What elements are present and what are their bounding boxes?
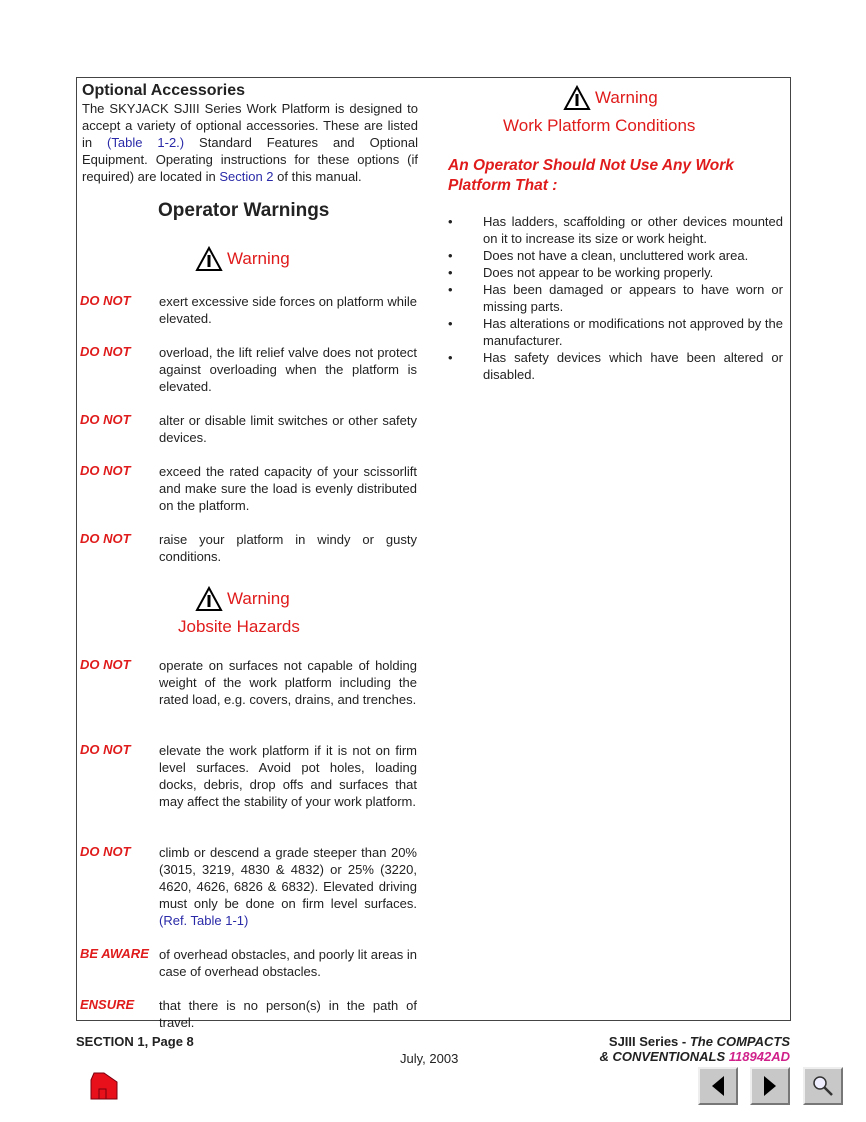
warning-label-do-not: DO NOT [80,344,131,359]
list-item: • Does not appear to be working properly. [448,264,783,281]
warning-text [159,742,417,810]
warning-label: Warning [595,88,658,107]
footer-title [600,1034,791,1064]
warning-triangle-icon [195,586,223,612]
text: exert excessive side forces on platform while elevated. [159,294,417,326]
warning-triangle-icon [563,85,591,111]
warning-text [159,997,417,1031]
warning-label-do-not: DO NOT [80,657,131,672]
conditions-intro: An Operator Should Not Use Any Work Platform That : [448,157,734,194]
warning-text [159,344,417,395]
text: of this manual. [273,169,362,184]
table-link[interactable]: (Table 1-2.) [107,135,185,150]
arrow-left-icon [710,1075,726,1097]
list-item: • Has ladders, scaffolding or other devices mounted on it to increase its size or work height. [448,213,783,247]
footer-section: SECTION 1, Page 8 [76,1034,194,1049]
list-item: • Has alterations or modifications not approved by the manufacturer. [448,315,783,349]
warning-label-do-not: DO NOT [80,531,131,546]
conditions-list [448,213,783,383]
warning-label-do-not: DO NOT [80,412,131,427]
text: alter or disable limit switches or other safety devices. [159,413,417,445]
text: climb or descend a grade steeper than 20% (3015, 3219, 4830 & 4832) or 25% (3220, 4620, 4626, 6826 & 6832). Elevated driving must only be done on firm level surfaces. [159,845,417,911]
warning-heading [195,586,290,612]
text: operate on surfaces not capable of holding weight of the work platform including the rated load, e.g. covers, drains, and trenches. [159,658,417,707]
warning-label-ensure: ENSURE [80,997,135,1012]
text: & CONVENTIONALS [599,1049,729,1064]
text: that there is no person(s) in the path of travel. [159,998,417,1030]
warning-heading [563,85,658,111]
home-icon[interactable] [90,1070,118,1100]
reference-link[interactable]: (Ref. Table 1-1) [159,913,249,928]
paragraph [82,100,418,185]
section-heading: Optional Accessories [82,82,246,99]
document-code: 118942AD [728,1049,790,1064]
warning-text [159,844,417,929]
warning-label: Warning [227,589,290,608]
warning-text [159,657,417,708]
warning-label: Warning [227,249,290,268]
footer-date: July, 2003 [400,1051,459,1066]
prev-page-button[interactable] [698,1067,738,1105]
warning-text [159,412,417,446]
warning-subtitle: Jobsite Hazards [178,617,300,636]
list-item: • Has been damaged or appears to have worn or missing parts. [448,281,783,315]
warning-heading [195,246,290,272]
warning-label-do-not: DO NOT [80,742,131,757]
text: The COMPACTS [689,1034,790,1049]
text: raise your platform in windy or gusty conditions. [159,532,417,564]
text: of overhead obstacles, and poorly lit areas in case of overhead obstacles. [159,947,417,979]
magnifier-icon [812,1075,834,1097]
text: Standard Features and Optional Equipment. Operating instructions for these options (if required) are located in [82,135,419,184]
warning-label-do-not: DO NOT [80,293,131,308]
warning-text [159,531,417,565]
text: elevate the work platform if it is not on firm level surfaces. Avoid pot holes, loading docks, debris, drop offs and surfaces that may affect the stability of your work platform. [159,743,417,809]
text: SJIII Series - [608,1034,690,1049]
optional-accessories [82,82,418,185]
text: The SKYJACK SJIII Series Work Platform is designed to accept a variety of optional accessories. These are listed in [82,101,418,150]
list-item: • Does not have a clean, uncluttered work area. [448,247,783,264]
warning-text [159,463,417,514]
warning-label-do-not: DO NOT [80,463,131,478]
warning-triangle-icon [195,246,223,272]
section-link[interactable]: Section 2 [219,169,274,184]
list-item: • Has safety devices which have been altered or disabled. [448,349,783,383]
arrow-right-icon [762,1075,778,1097]
warning-text [159,293,417,327]
page-title: Operator Warnings [158,200,330,221]
search-button[interactable] [803,1067,843,1105]
warning-text [159,946,417,980]
text: exceed the rated capacity of your scissorlift and make sure the load is evenly distributed on the platform. [159,464,417,513]
text: overload, the lift relief valve does not protect against overloading when the platform is elevated. [159,345,417,394]
next-page-button[interactable] [750,1067,790,1105]
warning-label-be-aware: BE AWARE [80,946,149,961]
warning-label-do-not: DO NOT [80,844,131,859]
warning-subtitle: Work Platform Conditions [503,116,696,135]
